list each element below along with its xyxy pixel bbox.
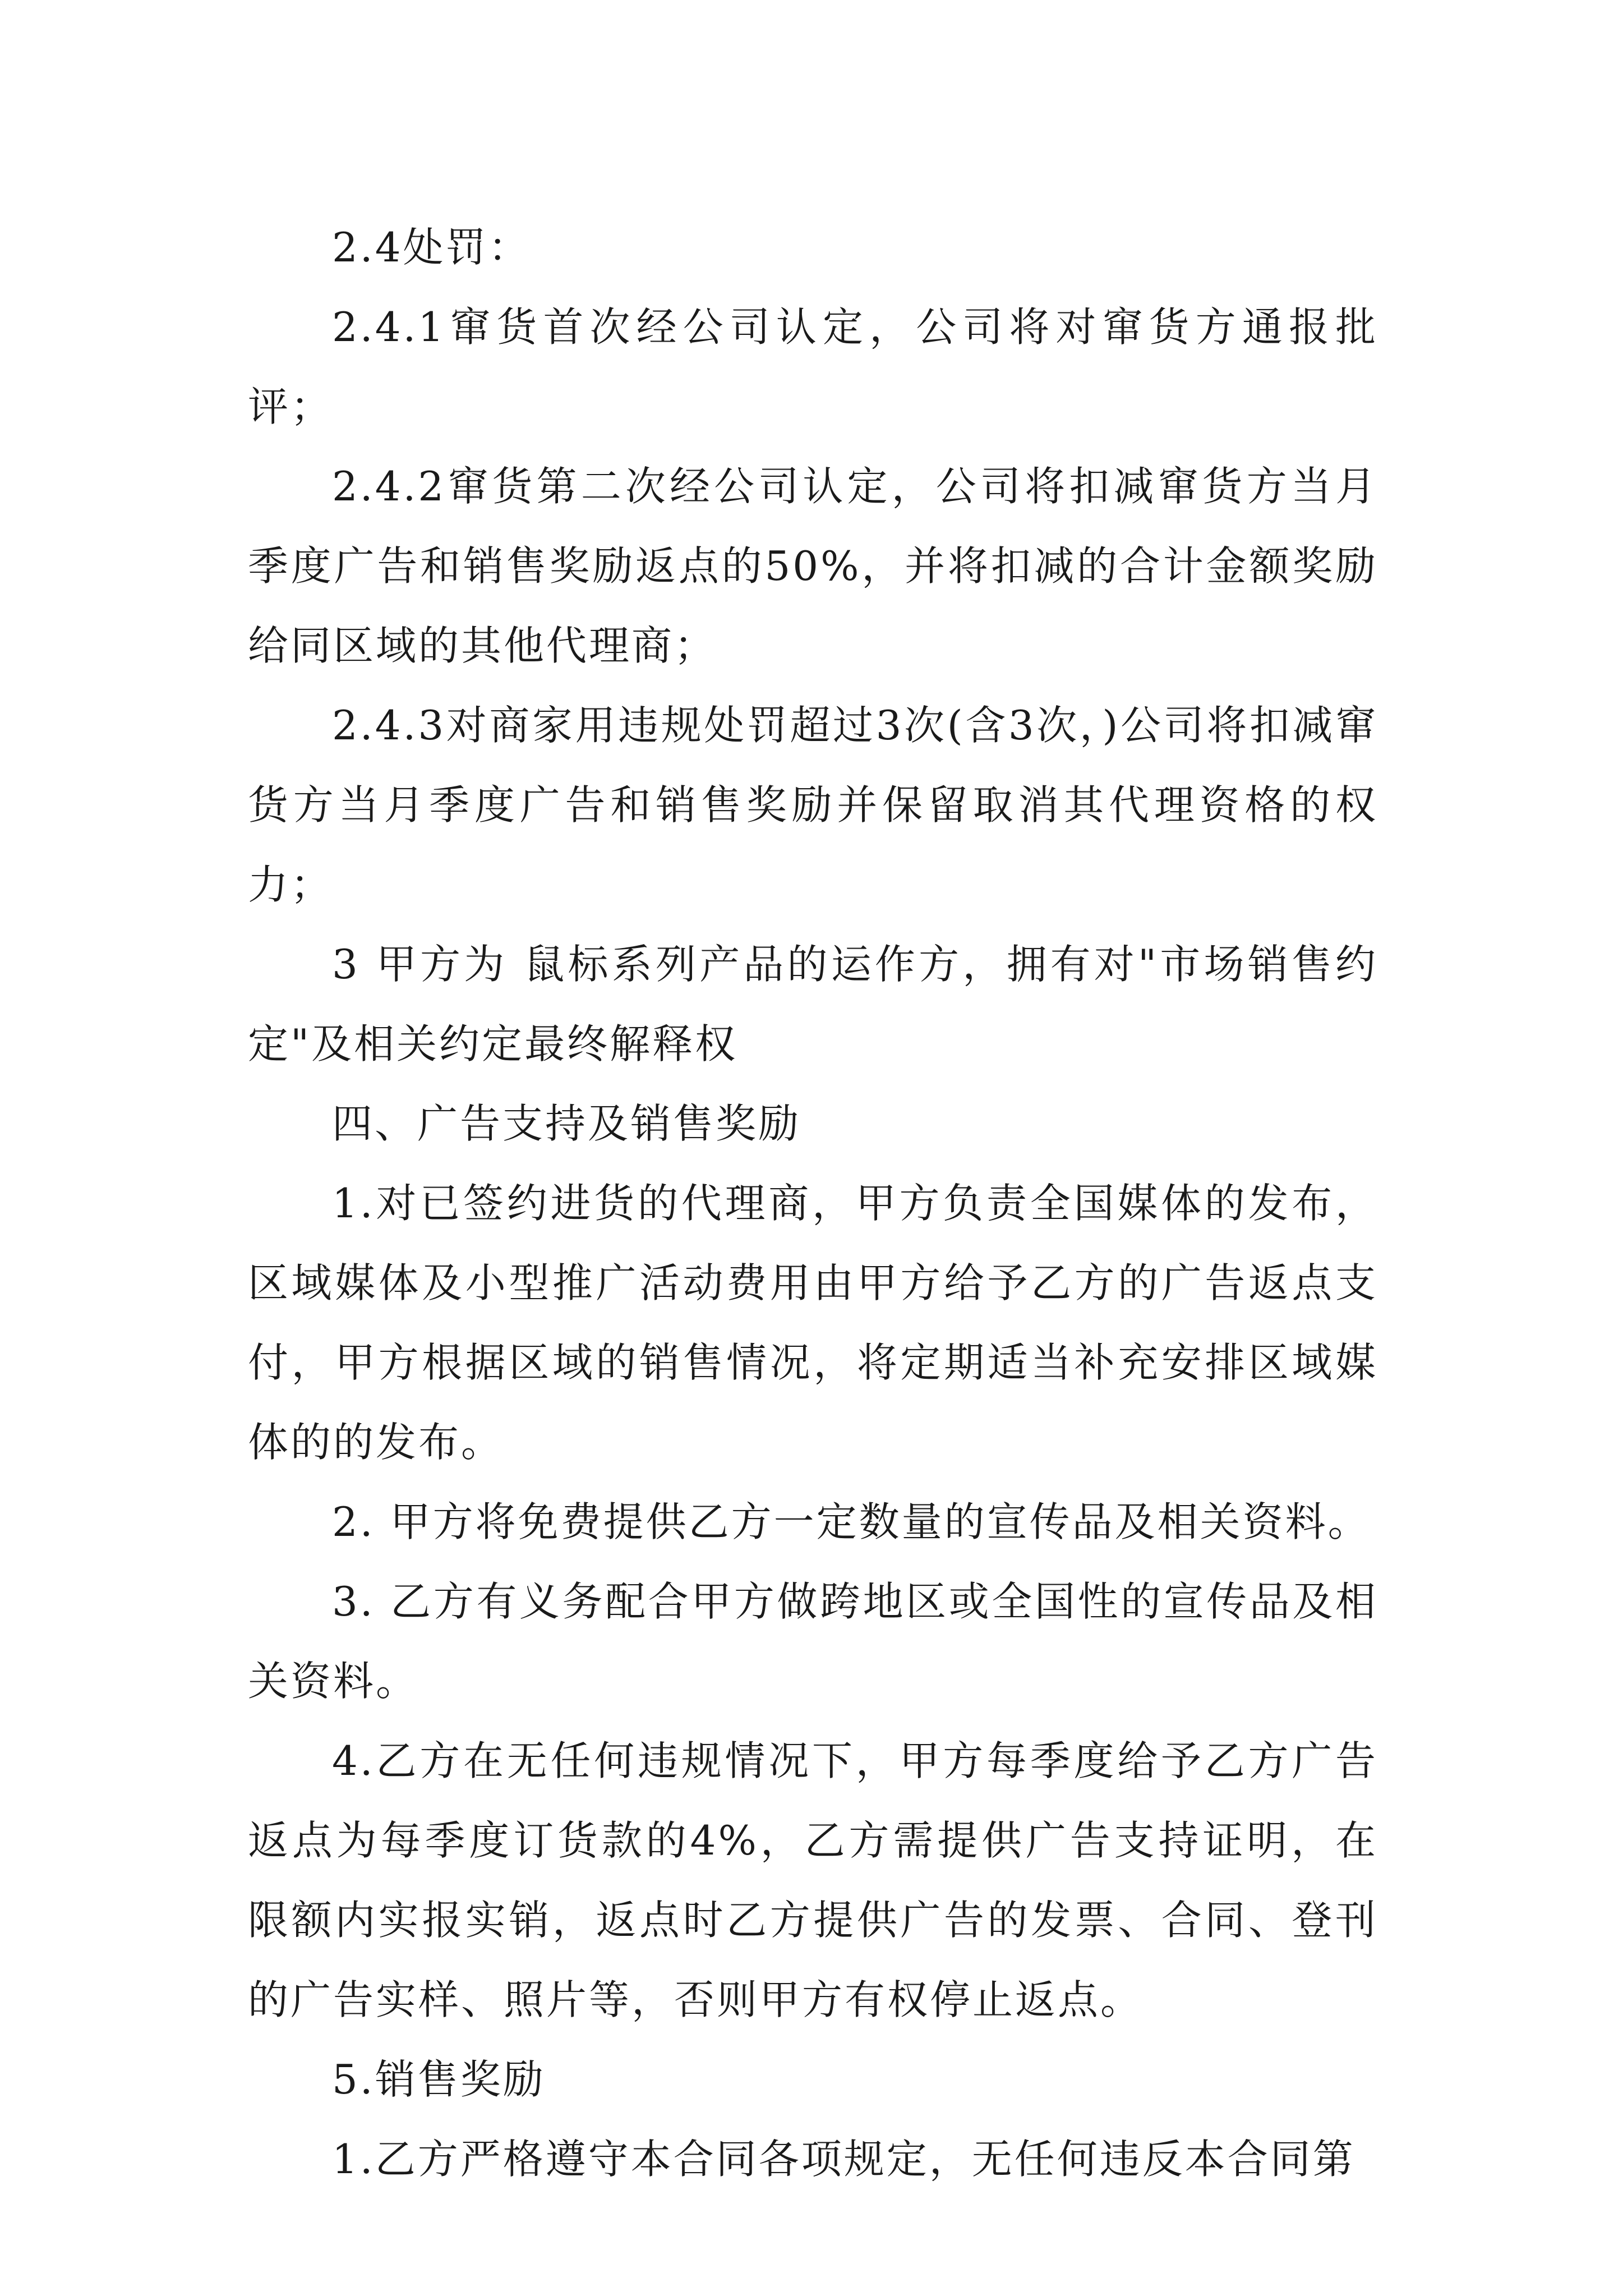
document-body [248, 208, 1378, 2199]
paragraph-interpretation-right: 3 甲方为 鼠标系列产品的运作方，拥有对"市场销售约定"及相关约定最终解释权 [248, 941, 1378, 1068]
paragraph-promo-materials: 2. 甲方将免费提供乙方一定数量的宣传品及相关资料。 [332, 1498, 1371, 1545]
paragraph-media-release: 1.对已签约进货的代理商，甲方负责全国媒体的发布，区域媒体及小型推广活动费用由甲方给予乙方的广告返点支付，甲方根据区域的销售情况，将定期适当补充安排区域媒体的的发布。 [248, 1180, 1378, 1466]
section-heading-ad-support: 四、广告支持及销售奖励 [332, 1100, 801, 1147]
paragraph-penalty-second: 2.4.2窜货第二次经公司认定，公司将扣减窜货方当月季度广告和销售奖励返点的50%，并将扣减的合计金额奖励给同区域的其他代理商； [248, 463, 1378, 669]
paragraph-penalty-third: 2.4.3对商家用违规处罚超过3次(含3次，)公司将扣减窜货方当月季度广告和销售奖励并保留取消其代理资格的权力； [248, 702, 1378, 908]
paragraph-penalty-first: 2.4.1窜货首次经公司认定，公司将对窜货方通报批评； [248, 303, 1378, 430]
paragraph-cooperation: 3. 乙方有义务配合甲方做跨地区或全国性的宣传品及相关资料。 [248, 1578, 1378, 1705]
paragraph-sales-reward-heading: 5.销售奖励 [332, 2056, 546, 2103]
paragraph-penalty-heading: 2.4处罚： [332, 224, 531, 271]
paragraph-sales-reward-first: 1.乙方严格遵守本合同各项规定，无任何违反本合同第 [332, 2136, 1355, 2183]
paragraph-ad-rebate: 4.乙方在无任何违规情况下，甲方每季度给予乙方广告返点为每季度订货款的4%，乙方需提供广告支持证明，在限额内实报实销，返点时乙方提供广告的发票、合同、登刊的广告实样、照片等，否则甲方有权停止返点。 [248, 1737, 1378, 2023]
